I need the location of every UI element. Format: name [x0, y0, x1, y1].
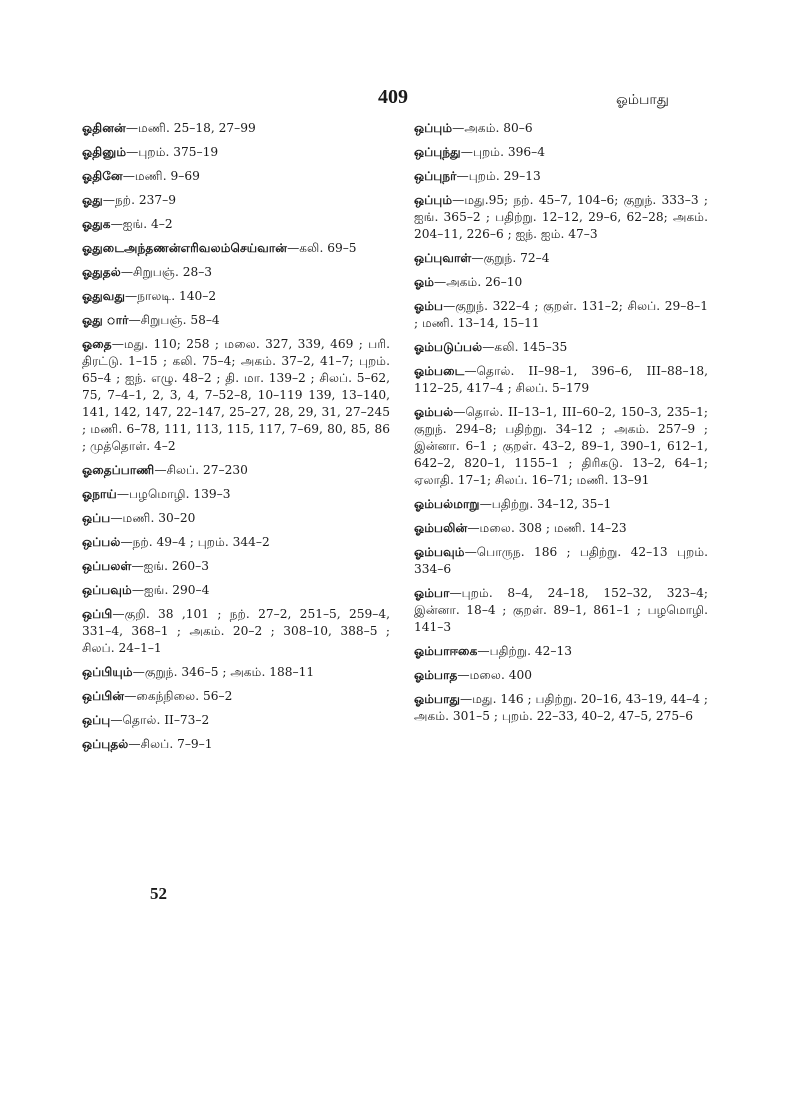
entry-headword: ஒப்பும் — [414, 121, 453, 135]
entry-references: —புறம். 29–13 — [456, 169, 541, 183]
left-column — [82, 120, 390, 760]
entry-headword: ஓதுடைஅந்தணன்எரிவலம்செய்வான் — [82, 241, 288, 255]
index-entry — [414, 120, 708, 137]
entry-headword: ஓம்பாது — [414, 692, 461, 706]
entry-headword: ஒப்பி — [82, 607, 113, 621]
entry-references: —புறம். 396–4 — [460, 145, 545, 159]
index-entry — [82, 688, 390, 705]
index-entry — [414, 496, 708, 513]
index-entry — [82, 264, 390, 281]
entry-references: —பதிற்று. 42–13 — [477, 644, 572, 658]
entry-references: —கலி. 145–35 — [482, 340, 568, 354]
entry-headword: ஒப்பவும் — [82, 583, 132, 597]
sheet-number: 52 — [150, 884, 167, 903]
entry-references: —குறுந். 72–4 — [471, 251, 550, 265]
page-number: 409 — [378, 86, 408, 108]
entry-headword: ஓதினன் — [82, 121, 126, 135]
entry-headword: ஓதைப்பாணி — [82, 463, 155, 477]
index-entry — [82, 486, 390, 503]
entry-headword: ஓநாய் — [82, 487, 117, 501]
index-entry — [414, 691, 708, 725]
index-entry — [414, 585, 708, 636]
entry-references: —சிறுபஞ். 58–4 — [128, 313, 220, 327]
entry-headword: ஓது — [82, 193, 103, 207]
entry-references: —அகம். 80–6 — [452, 121, 533, 135]
index-entry — [82, 216, 390, 233]
entry-headword: ஓதை — [82, 337, 112, 351]
entry-headword: ஒப்பியும் — [82, 665, 133, 679]
entry-headword: ஓம் — [414, 275, 435, 289]
index-entry — [414, 192, 708, 243]
entry-headword: ஓம்பாத — [414, 668, 458, 682]
entry-references: —மணி. 25–18, 27–99 — [125, 121, 256, 135]
entry-headword: ஓதுதல் — [82, 265, 121, 279]
entry-headword: ஓம்பவும் — [414, 545, 465, 559]
index-entry — [414, 144, 708, 161]
entry-references: —தொல். II–98–1, 396–6, III–88–18, 112–25, 417–4 ; சிலப். 5–179 — [414, 364, 708, 395]
entry-headword: ஓம்படை — [414, 364, 465, 378]
entry-references: —அகம். 26–10 — [434, 275, 523, 289]
index-entry — [414, 168, 708, 185]
entry-references: —பதிற்று. 34–12, 35–1 — [479, 497, 612, 511]
entry-headword: ஒப்புந்து — [414, 145, 461, 159]
index-entry — [414, 667, 708, 684]
index-entry — [414, 404, 708, 489]
entry-headword: ஓம்பாஈகை — [414, 644, 478, 658]
index-entry — [82, 606, 390, 657]
index-entry — [82, 712, 390, 729]
index-entry — [82, 288, 390, 305]
entry-references: —ஐங். 290–4 — [131, 583, 210, 597]
running-head: ஓம்பாது — [616, 92, 669, 108]
entry-headword: ஓம்பா — [414, 586, 450, 600]
entry-references: —நற். 49–4 ; புறம். 344–2 — [120, 535, 270, 549]
entry-headword: ஒப்புதல் — [82, 737, 129, 751]
right-column — [414, 120, 708, 732]
entry-headword: ஓதினே — [82, 169, 123, 183]
entry-references: —மது. 146 ; பதிற்று. 20–16, 43–19, 44–4 ; அகம். 301–5 ; புறம். 22–33, 40–2, 47–5, 275–6 — [414, 692, 708, 723]
entry-headword: ஒப்ப — [82, 511, 111, 525]
index-entry — [414, 339, 708, 356]
index-entry — [82, 582, 390, 599]
entry-headword: ஓம்பல்மாறு — [414, 497, 480, 511]
index-entry — [414, 544, 708, 578]
index-entry — [82, 462, 390, 479]
entry-references: —ஐங். 260–3 — [131, 559, 209, 573]
entry-headword: ஓதினும் — [82, 145, 127, 159]
index-entry — [414, 643, 708, 660]
entry-references: —குறி. 38 ,101 ; நற். 27–2, 251–5, 259–4, 331–4, 368–1 ; அகம். 20–2 ; 308–10, 388–5 ; சிலப். 24–1–1 — [82, 607, 390, 655]
entry-headword: ஒப்பு — [82, 713, 111, 727]
index-entry — [82, 240, 390, 257]
entry-headword: ஓது ார் — [82, 313, 129, 327]
entry-headword: ஒப்பல் — [82, 535, 121, 549]
index-entry — [414, 250, 708, 267]
entry-references: —மணி. 9–69 — [122, 169, 200, 183]
index-entry — [82, 736, 390, 753]
entry-headword: ஓம்ப — [414, 299, 444, 313]
entry-references: —பழமொழி. 139–3 — [116, 487, 231, 501]
index-entry — [82, 336, 390, 455]
entry-headword: ஓம்பல் — [414, 405, 454, 419]
index-entry — [82, 168, 390, 185]
entry-headword: ஓம்பலின் — [414, 521, 468, 535]
entry-references: —சிலப். 7–9–1 — [128, 737, 213, 751]
entry-references: —மணி. 30–20 — [110, 511, 196, 525]
entry-references: —தொல். II–13–1, III–60–2, 150–3, 235–1; குறுந். 294–8; பதிற்று. 34–12 ; அகம். 257–9 ; இன்னா. 6–1 ; குறள். 43–2, 89–1, 390–1, 612–1, 642–2, 820–1, 1155–1 ; திரிகடு. 13–2, 64–1; ஏலாதி. 17–1; சிலப். 16–71; மணி. 13–91 — [414, 405, 708, 487]
entry-references: —நாலடி. 140–2 — [125, 289, 217, 303]
entry-references: —மலை. 308 ; மணி. 14–23 — [467, 521, 627, 535]
index-entry — [414, 363, 708, 397]
entry-headword: ஒப்பும் — [414, 193, 453, 207]
entry-headword: ஒப்பலள் — [82, 559, 132, 573]
entry-headword: ஓதுவது — [82, 289, 126, 303]
index-entry — [82, 312, 390, 329]
entry-references: —ஐங். 4–2 — [110, 217, 173, 231]
entry-headword: ஒப்புவாள் — [414, 251, 472, 265]
index-entry — [82, 558, 390, 575]
index-entry — [82, 192, 390, 209]
entry-references: —மலை. 400 — [457, 668, 533, 682]
index-entry — [82, 144, 390, 161]
entry-references: —சிறுபஞ். 28–3 — [120, 265, 213, 279]
entry-references: —புறம். 8–4, 24–18, 152–32, 323–4; இன்னா. 18–4 ; குறள். 89–1, 861–1 ; பழமொழி. 141–3 — [414, 586, 708, 634]
entry-references: —கைந்நிலை. 56–2 — [124, 689, 233, 703]
entry-references: —புறம். 375–19 — [126, 145, 219, 159]
entry-references: —கலி. 69–5 — [287, 241, 357, 255]
index-entry — [82, 120, 390, 137]
entry-headword: ஒப்புநர் — [414, 169, 457, 183]
entry-references: —தொல். II–73–2 — [110, 713, 210, 727]
index-entry — [82, 534, 390, 551]
index-entry — [414, 520, 708, 537]
entry-references: —சிலப். 27–230 — [154, 463, 248, 477]
entry-headword: ஒப்பின் — [82, 689, 125, 703]
entry-headword: ஓம்படுப்பல் — [414, 340, 483, 354]
entry-references: —பொருந. 186 ; பதிற்று. 42–13 புறம். 334–6 — [414, 545, 708, 576]
index-entry — [414, 298, 708, 332]
index-entry — [82, 664, 390, 681]
entry-headword: ஓதுக — [82, 217, 111, 231]
index-entry — [414, 274, 708, 291]
entry-references: —நற். 237–9 — [102, 193, 176, 207]
entry-references: —குறுந். 346–5 ; அகம். 188–11 — [132, 665, 315, 679]
entry-references: —மது. 110; 258 ; மலை. 327, 339, 469 ; பரி. திரட்டு. 1–15 ; கலி. 75–4; அகம். 37–2, 41–7; புறம். 65–4 ; ஐந். எழு. 48–2 ; தி. மா. 139–2 ; சிலப். 5–62, 75, 7–4–1, 2, 3, 4, 7–52–8, 10–119 139, 13–140, 141, 142, 147, 22–147, 25–27, 28, 29, 31, 27–245 ; மணி. 6–78, 111, 113, 115, 117, 7–69, 80, 85, 86 ; முத்தொள். 4–2 — [82, 337, 390, 453]
entry-references: —மது.95; நற். 45–7, 104–6; குறுந். 333–3 ; ஐங். 365–2 ; பதிற்று. 12–12, 29–6, 62–28; அகம். 204–11, 226–6 ; ஐந். ஐம். 47–3 — [414, 193, 708, 241]
index-entry — [82, 510, 390, 527]
entry-references: —குறுந். 322–4 ; குறள். 131–2; சிலப். 29–8–1 ; மணி. 13–14, 15–11 — [414, 299, 708, 330]
